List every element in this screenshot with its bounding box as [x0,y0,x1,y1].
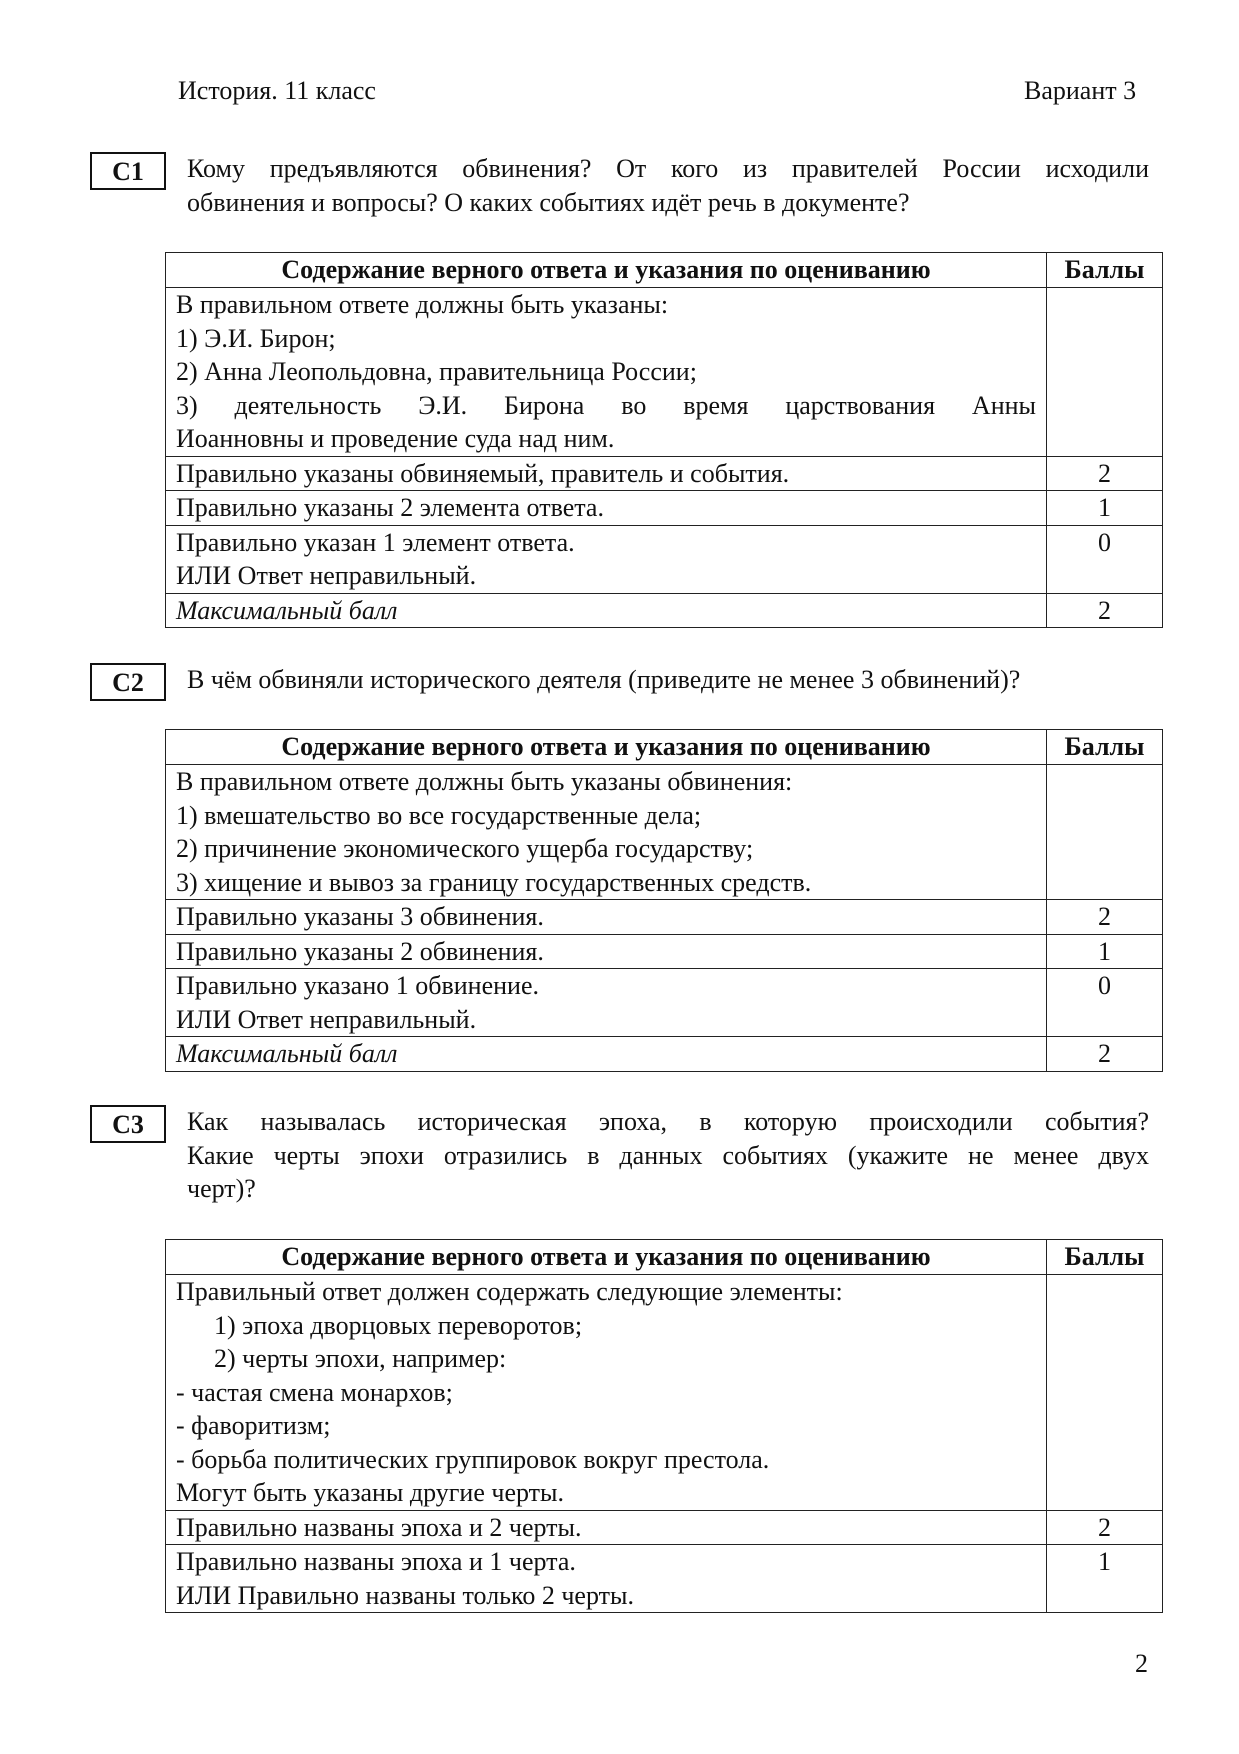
question-label-c1: С1 [90,152,166,190]
criterion-line: ИЛИ Правильно названы только 2 черты. [176,1580,634,1610]
points-header: Баллы [1047,253,1163,288]
table-row [166,525,1163,593]
answer-line: 2) Анна Леопольдовна, правительница России; [176,357,697,386]
question-line: В чём обвиняли исторического деятеля (приведите не менее 3 обвинений)? [187,665,1021,694]
question-line: черт)? [187,1174,256,1203]
answer-row [166,1275,1163,1511]
answer-line: 1) вмешательство во все государственные дела; [176,800,702,830]
criterion-text: Правильно указаны 2 обвинения. [166,934,1047,969]
answer-line: 3) хищение и вывоз за границу государственных средств. [176,867,812,897]
answer-line: 1) Э.И. Бирон; [176,323,336,353]
table-header-row [166,253,1163,288]
content-header: Содержание верного ответа и указания по оцениванию [166,253,1047,288]
criterion-score: 2 [1047,900,1163,935]
table-row [166,456,1163,491]
max-score-value: 2 [1047,1037,1163,1072]
criterion-score: 2 [1047,456,1163,491]
criterion-text [166,1545,1047,1613]
table-row [166,900,1163,935]
answer-line: - борьба политических группировок вокруг престола. [176,1444,770,1474]
question-label-c3: С3 [90,1105,166,1143]
question-line: Как называлась историческая эпоха, в которую происходили события? [187,1107,1149,1136]
answer-line: Иоанновны и проведение суда над ним. [176,424,615,453]
question-label-c2: С2 [90,663,166,701]
answer-line: Могут быть указаны другие черты. [176,1478,564,1507]
criteria-table-c1 [165,252,1163,628]
answer-score [1047,288,1163,457]
table-row [166,1545,1163,1613]
table-row [166,491,1163,526]
answer-line: В правильном ответе должны быть указаны обвинения: [176,767,793,796]
criterion-line: ИЛИ Ответ неправильный. [176,1004,477,1034]
table-row [166,934,1163,969]
answer-line: 2) причинение экономического ущерба государству; [176,834,754,863]
criterion-line: Правильно названы эпоха и 1 черта. [176,1547,576,1576]
answer-line: В правильном ответе должны быть указаны: [176,290,669,319]
criterion-text: Правильно указаны обвиняемый, правитель и события. [166,456,1047,491]
criterion-score: 1 [1047,1545,1163,1613]
answer-content [166,1275,1047,1511]
question-line: Какие черты эпохи отразились в данных событиях (укажите не менее двух [187,1140,1149,1170]
answer-content [166,765,1047,900]
points-header: Баллы [1047,1240,1163,1275]
criterion-text: Правильно указаны 2 элемента ответа. [166,491,1047,526]
table-row [166,1510,1163,1545]
answer-score [1047,1275,1163,1511]
answer-line: - частая смена монархов; [176,1377,453,1407]
criterion-score: 1 [1047,934,1163,969]
criterion-score: 2 [1047,1510,1163,1545]
answer-line: - фаворитизм; [176,1411,331,1440]
criterion-text [166,969,1047,1037]
table-header-row [166,1240,1163,1275]
answer-content [166,288,1047,457]
answer-row [166,765,1163,900]
question-text-c1 [187,152,1149,219]
answer-line: 2) черты эпохи, например: [214,1344,507,1373]
criterion-text: Правильно указаны 3 обвинения. [166,900,1047,935]
criterion-score: 1 [1047,491,1163,526]
max-score-row [166,1037,1163,1072]
answer-score [1047,765,1163,900]
criterion-text: Правильно названы эпоха и 2 черты. [166,1510,1047,1545]
criterion-line: ИЛИ Ответ неправильный. [176,561,477,590]
question-text-c2 [187,663,1149,697]
criteria-table-c3 [165,1239,1163,1613]
max-score-label: Максимальный балл [166,593,1047,628]
answer-row [166,288,1163,457]
subject-header: История. 11 класс [178,76,376,105]
points-header: Баллы [1047,730,1163,765]
max-score-value: 2 [1047,593,1163,628]
criterion-score: 0 [1047,525,1163,593]
criterion-score: 0 [1047,969,1163,1037]
question-line: Кому предъявляются обвинения? От кого из правителей России исходили [187,154,1149,183]
table-header-row [166,730,1163,765]
answer-line: Правильный ответ должен содержать следующие элементы: [176,1277,843,1306]
content-header: Содержание верного ответа и указания по оцениванию [166,730,1047,765]
answer-line: 3) деятельность Э.И. Бирона во время царствования Анны [176,390,1036,420]
content-header: Содержание верного ответа и указания по оцениванию [166,1240,1047,1275]
criterion-line: Правильно указан 1 элемент ответа. [176,527,575,557]
criterion-text [166,525,1047,593]
question-line: обвинения и вопросы? О каких событиях идёт речь в документе? [187,187,910,217]
question-text-c3 [187,1105,1149,1206]
variant-header: Вариант 3 [1024,76,1137,105]
max-score-label: Максимальный балл [166,1037,1047,1072]
answer-line: 1) эпоха дворцовых переворотов; [214,1310,583,1340]
table-row [166,969,1163,1037]
max-score-row [166,593,1163,628]
page-number: 2 [1135,1649,1148,1678]
criteria-table-c2 [165,729,1163,1072]
criterion-line: Правильно указано 1 обвинение. [176,971,539,1000]
